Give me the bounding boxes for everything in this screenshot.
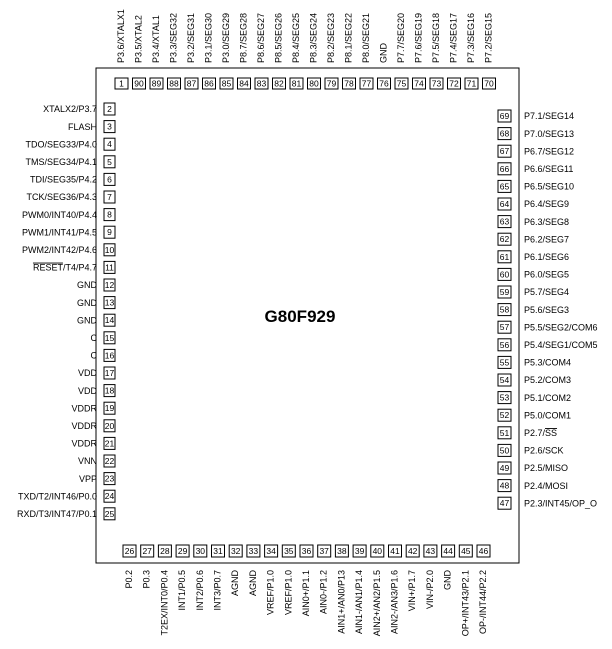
- pin-number: 64: [499, 199, 510, 209]
- pin-number: 7: [107, 192, 112, 202]
- pin-18: [78, 385, 115, 397]
- pin-number: 52: [499, 410, 510, 421]
- pin-79: [325, 13, 338, 89]
- pin-3: [68, 121, 115, 133]
- pin-label: P7.3/SEG16: [466, 12, 476, 63]
- pin-label: AGND: [230, 570, 241, 597]
- pin-number: 57: [499, 322, 510, 333]
- pin-number: 16: [104, 350, 115, 361]
- pin-86: [203, 13, 216, 89]
- pin-label: P2.3/INT45/OP_O: [524, 498, 598, 509]
- pin-label: P3.4/XTAL1: [151, 15, 161, 63]
- pin-label: P2.6/SCK: [524, 445, 564, 456]
- pin-label: GND: [442, 570, 453, 590]
- pin-59: [498, 286, 569, 298]
- pin-number: 80: [309, 78, 319, 89]
- pin-35: [282, 545, 295, 615]
- pin-13: [77, 297, 115, 309]
- pin-label: VDD: [77, 385, 97, 396]
- pin-label: RXD/T3/INT47/P0.1: [16, 509, 97, 519]
- pin-label: P6.2/SEG7: [524, 234, 570, 245]
- pin-84: [238, 13, 251, 89]
- pin-number: 87: [186, 78, 197, 89]
- pin-label: P0.2: [124, 570, 134, 589]
- pin-number: 6: [107, 174, 112, 185]
- pin-number: 3: [107, 121, 112, 132]
- pin-label: P5.0/COM1: [524, 410, 572, 421]
- pin-label: P8.5/SEG26: [273, 12, 284, 63]
- pin-80: [308, 13, 321, 89]
- pin-label: P5.1/COM2: [524, 392, 572, 403]
- pin-number: 20: [104, 420, 115, 431]
- pin-42: [406, 545, 419, 611]
- pin-19: [71, 402, 115, 414]
- pin-number: 54: [499, 375, 510, 385]
- pin-76: [378, 43, 391, 90]
- pin-73: [430, 13, 443, 89]
- pin-number: 8: [107, 209, 112, 220]
- pin-54: [498, 374, 571, 386]
- pin-label: P7.1/SEG14: [524, 111, 575, 122]
- pin-label: TCK/SEG36/P4.3: [26, 192, 97, 203]
- pin-36: [300, 545, 313, 616]
- pin-89: [150, 15, 163, 89]
- pin-number: 49: [499, 463, 510, 473]
- pin-70: [483, 13, 496, 89]
- pin-label: P5.7/SEG4: [524, 287, 570, 298]
- chip-title: G80F929: [264, 307, 336, 326]
- pin-number: 34: [266, 546, 276, 556]
- pin-33: [247, 545, 260, 596]
- pin-number: 84: [239, 78, 249, 89]
- pin-82: [273, 13, 286, 89]
- pin-label: GND: [77, 315, 97, 326]
- pin-label: P6.0/SEG5: [524, 269, 570, 280]
- pin-74: [413, 13, 426, 89]
- pin-label: VDDR: [71, 403, 97, 414]
- pin-number: 85: [221, 78, 232, 89]
- pin-label: T2EX/INT0/P0.4: [159, 570, 170, 636]
- pin-label: P8.3/SEG24: [308, 12, 319, 63]
- pin-label: P8.2/SEG23: [326, 12, 336, 63]
- pin-label: VREF/P1.0: [283, 570, 294, 616]
- pin-number: 23: [104, 473, 115, 484]
- pin-number: 68: [499, 128, 510, 139]
- pin-label: P3.0/SEG29: [221, 12, 231, 63]
- pin-label: VIN-/P2.0: [424, 570, 435, 610]
- pin-label: OP+/INT43/P2.1: [460, 570, 471, 637]
- pin-label: P8.6/SEG27: [256, 12, 266, 63]
- pin-number: 60: [499, 269, 510, 280]
- pin-label: P2.4/MOSI: [524, 480, 569, 491]
- pin-label: P8.0/SEG21: [361, 12, 371, 63]
- pin-69: [498, 110, 574, 122]
- pin-number: 53: [499, 392, 510, 403]
- pin-label: AIN0-/P1.2: [318, 570, 329, 615]
- pin-number: 1: [119, 78, 124, 89]
- pin-number: 46: [478, 546, 489, 556]
- pin-51: [498, 427, 557, 439]
- pin-number: 19: [104, 403, 115, 414]
- pin-number: 70: [484, 78, 494, 89]
- pin-label: P2.7/SS: [524, 428, 558, 438]
- pin-number: 35: [284, 546, 294, 556]
- pin-number: 79: [326, 78, 337, 89]
- pin-label: P6.5/SEG10: [524, 181, 575, 192]
- pin-label: P3.6/XTALX1: [116, 9, 126, 63]
- pin-number: 86: [204, 78, 214, 89]
- pin-number: 5: [107, 156, 112, 167]
- pin-2: [43, 103, 115, 115]
- pin-number: 43: [425, 546, 436, 556]
- pin-number: 90: [134, 78, 144, 89]
- pin-20: [71, 420, 115, 432]
- pin-number: 10: [104, 244, 115, 255]
- pin-67: [498, 145, 574, 157]
- pin-number: 44: [443, 546, 453, 556]
- pin-number: 17: [104, 368, 115, 378]
- pin-label: GND: [378, 43, 389, 63]
- pin-21: [71, 437, 115, 449]
- pin-number: 12: [104, 280, 115, 290]
- pin-43: [424, 545, 437, 609]
- pin-number: 62: [499, 234, 510, 245]
- pin-78: [343, 13, 356, 89]
- pin-label: VIN+/P1.7: [407, 570, 418, 612]
- pin-label: INT2/P0.6: [194, 570, 205, 611]
- pin-label: P8.1/SEG22: [343, 12, 354, 63]
- pin-label: P3.5/XTAL2: [133, 15, 144, 63]
- pin-52: [498, 409, 571, 421]
- pin-number: 13: [104, 297, 115, 308]
- pin-60: [498, 268, 569, 280]
- pin-label: P7.7/SEG20: [396, 12, 406, 63]
- pin-49: [498, 462, 568, 474]
- pin-58: [498, 304, 569, 316]
- pin-number: 18: [104, 385, 115, 396]
- pin-label: TDI/SEG35/P4.2: [29, 174, 97, 185]
- pin-number: 74: [414, 78, 424, 89]
- pin-64: [498, 198, 569, 210]
- pin-85: [220, 13, 233, 89]
- pin-label: P6.6/SEG11: [524, 164, 574, 174]
- pin-number: 25: [104, 508, 115, 519]
- pin-number: 83: [256, 78, 267, 89]
- pin-label: FLASH: [67, 121, 97, 132]
- pin-label: P6.4/SEG9: [524, 199, 570, 210]
- pin-number: 61: [499, 251, 510, 262]
- pin-label: XTALX2/P3.7: [43, 104, 97, 115]
- pin-number: 42: [407, 546, 418, 556]
- pin-label: VDD: [77, 368, 97, 379]
- pin-number: 37: [319, 546, 329, 556]
- pin-number: 33: [248, 546, 259, 556]
- pin-label: AIN1-/AN1/P1.4: [354, 570, 365, 635]
- pin-label: P7.4/SEG17: [448, 12, 459, 63]
- pin-68: [498, 128, 574, 140]
- pin-50: [498, 444, 564, 456]
- pin-label: RESET/T4/P4.7: [32, 262, 97, 273]
- pin-number: 40: [372, 546, 383, 556]
- pin-label: P3.1/SEG30: [203, 12, 214, 63]
- pin-label: GND: [77, 297, 97, 308]
- pin-81: [290, 13, 303, 89]
- pin-32: [229, 545, 242, 596]
- pin-number: 24: [104, 491, 115, 502]
- pin-87: [185, 13, 198, 89]
- pin-71: [465, 13, 478, 89]
- pin-number: 32: [230, 546, 241, 556]
- pin-label: AIN0+/P1.1: [301, 570, 311, 617]
- pin-number: 27: [142, 546, 152, 556]
- pin-number: 72: [449, 78, 459, 89]
- pin-number: 48: [499, 480, 510, 491]
- pin-label: P7.5/SEG18: [431, 12, 441, 63]
- pin-number: 50: [499, 445, 510, 456]
- pin-53: [498, 392, 571, 404]
- pin-label: AIN1+/AN0/P13: [336, 570, 347, 634]
- pin-number: 39: [354, 546, 365, 556]
- pin-number: 65: [499, 181, 510, 192]
- pin-number: 51: [499, 427, 510, 438]
- pin-label: P6.7/SEG12: [524, 146, 575, 157]
- pin-77: [360, 13, 373, 89]
- pin-62: [498, 233, 569, 245]
- pin-34: [265, 545, 278, 615]
- pin-75: [395, 13, 408, 89]
- pin-number: 58: [499, 304, 510, 315]
- pin-number: 89: [151, 78, 162, 89]
- pin-22: [78, 455, 115, 467]
- pin-88: [168, 13, 181, 89]
- pin-label: GND: [77, 280, 97, 291]
- pin-number: 75: [396, 78, 407, 89]
- pin-29: [176, 545, 189, 611]
- pin-17: [78, 367, 115, 379]
- pin-label: AIN2-/AN3/P1.6: [389, 570, 400, 635]
- pin-48: [498, 480, 568, 492]
- pin-number: 59: [499, 287, 510, 297]
- pin-12: [77, 279, 115, 291]
- pin-label: P0.3: [141, 570, 152, 589]
- pin-number: 81: [291, 78, 302, 89]
- pin-label: VDDR: [71, 438, 97, 449]
- pin-number: 78: [344, 78, 354, 89]
- pin-label: TMS/SEG34/P4.1: [25, 157, 97, 167]
- pin-label: P3.3/SEG32: [168, 12, 179, 63]
- pin-number: 31: [213, 546, 223, 556]
- pin-label: P8.7/SEG28: [238, 12, 249, 63]
- pin-label: P5.6/SEG3: [524, 304, 570, 315]
- pin-31: [212, 545, 225, 611]
- pin-number: 26: [124, 546, 135, 556]
- pin-number: 45: [461, 546, 471, 556]
- pin-label: P5.2/COM3: [524, 375, 572, 386]
- pin-label: PWM1/INT41/P4.5: [21, 227, 97, 238]
- pin-label: PWM0/INT40/P4.4: [21, 209, 97, 220]
- pin-61: [498, 251, 569, 263]
- pin-number: 77: [361, 78, 372, 89]
- pin-label: P7.6/SEG19: [413, 12, 424, 63]
- pin-label: INT3/P0.7: [212, 570, 223, 611]
- pin-27: [141, 545, 154, 589]
- pin-label: OP-/INT44/P2.2: [478, 570, 488, 635]
- pin-number: 15: [104, 332, 115, 343]
- pin-number: 29: [177, 546, 188, 556]
- pin-number: 36: [301, 546, 312, 556]
- pin-number: 56: [499, 339, 510, 350]
- pin-number: 73: [431, 78, 442, 89]
- pin-label: P5.3/COM4: [524, 357, 572, 368]
- pin-label: VDDR: [71, 421, 97, 431]
- pin-44: [442, 545, 455, 590]
- pin-55: [498, 356, 571, 368]
- pin-label: P2.5/MISO: [524, 463, 569, 474]
- pin-number: 47: [499, 498, 510, 509]
- pin-14: [77, 314, 115, 326]
- pin-number: 38: [337, 546, 347, 556]
- pin-label: VNN: [77, 456, 97, 467]
- pin-label: AIN2+/AN2/P1.5: [371, 570, 382, 637]
- pin-65: [498, 180, 574, 192]
- pin-number: 4: [107, 139, 112, 150]
- pin-label: C: [90, 333, 97, 343]
- pin-label: P3.2/SEG31: [186, 12, 196, 63]
- pin-label: P6.1/SEG6: [524, 252, 570, 262]
- pin-37: [318, 545, 331, 614]
- pin-number: 88: [169, 78, 179, 89]
- pin-number: 82: [274, 78, 284, 89]
- pin-26: [123, 545, 136, 589]
- pin-number: 55: [499, 357, 510, 368]
- pin-label: PWM2/INT42/P4.6: [21, 245, 97, 255]
- pin-number: 66: [499, 163, 510, 174]
- pin-number: 63: [499, 216, 510, 227]
- pin-83: [255, 13, 268, 89]
- pin-63: [498, 216, 569, 228]
- pin-number: 30: [195, 546, 206, 556]
- pin-label: AGND: [247, 570, 258, 597]
- pin-number: 2: [107, 104, 112, 114]
- pin-label: P7.0/SEG13: [524, 128, 575, 139]
- pin-number: 69: [499, 111, 510, 121]
- pin-90: [133, 15, 146, 89]
- pin-72: [448, 13, 461, 89]
- pin-label: P8.4/SEG25: [291, 12, 301, 63]
- pin-label: TXD/T2/INT46/P0.0: [17, 491, 97, 502]
- pin-label: VPP: [78, 473, 97, 484]
- pin-number: 67: [499, 146, 510, 157]
- pin-label: VREF/P1.0: [265, 570, 276, 616]
- pin-number: 14: [104, 315, 115, 326]
- pin-label: P7.2/SEG15: [483, 12, 494, 63]
- pin-number: 22: [104, 456, 115, 466]
- pin-number: 28: [160, 546, 170, 556]
- pin-66: [498, 163, 573, 175]
- pin-number: 76: [379, 78, 389, 89]
- pin-label: TDO/SEG33/P4.0: [25, 139, 97, 150]
- pin-number: 21: [104, 438, 115, 449]
- pin-label: P5.4/SEG1/COM5: [524, 340, 598, 350]
- pin-number: 11: [105, 262, 114, 273]
- pin-number: 9: [107, 227, 112, 238]
- pin-number: 41: [390, 546, 400, 556]
- pin-number: 71: [466, 78, 477, 89]
- pin-label: C: [90, 350, 97, 361]
- pin-30: [194, 545, 207, 611]
- pin-23: [79, 473, 115, 485]
- pin-label: P5.5/SEG2/COM6: [524, 322, 598, 333]
- pin-label: P6.3/SEG8: [524, 216, 570, 227]
- pin-label: INT1/P0.5: [177, 570, 188, 611]
